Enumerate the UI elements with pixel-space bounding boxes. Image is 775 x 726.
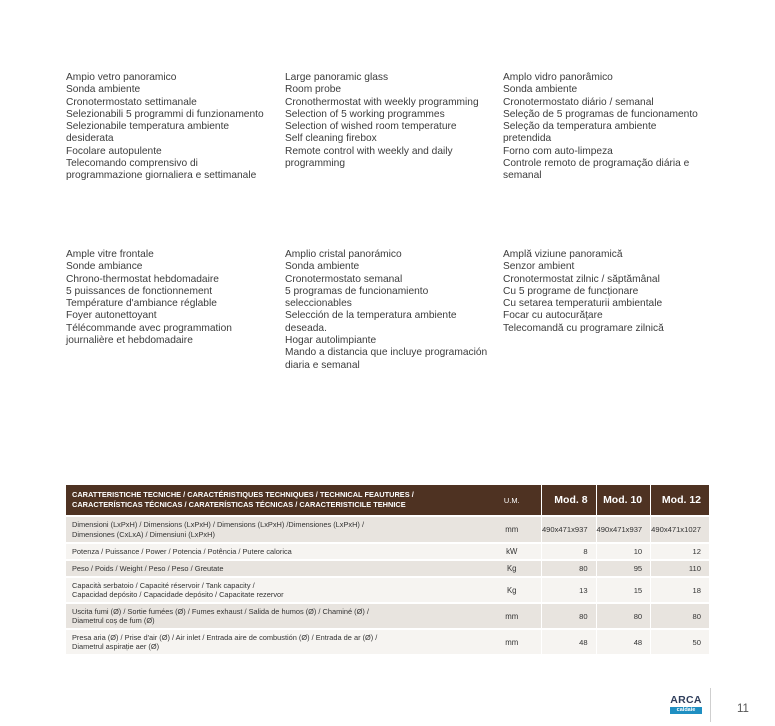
feature-line: deseada. bbox=[285, 322, 327, 334]
row-value-mod-8: 8 bbox=[541, 542, 596, 559]
feature-line: Amplă viziune panoramică bbox=[503, 249, 623, 260]
features-pt bbox=[503, 72, 708, 183]
logo-text: ARCA bbox=[670, 694, 702, 706]
feature-line: Remote control with weekly and daily bbox=[285, 145, 453, 157]
row-um: kW bbox=[483, 542, 541, 559]
row-value-mod-10: 10 bbox=[596, 542, 651, 559]
feature-line: Seleção de 5 programas de funcionamento bbox=[503, 108, 698, 120]
row-label bbox=[66, 515, 483, 542]
features-fr bbox=[66, 249, 271, 347]
specs-header-line: CARATTERISTICHE TECNICHE / CARACTÉRISTIQUES TECHNIQUES / TECHNICAL FEAUTURES / bbox=[72, 490, 414, 499]
row-value-mod-8: 80 bbox=[541, 602, 596, 628]
row-label bbox=[66, 602, 483, 628]
row-value-mod-8: 48 bbox=[541, 628, 596, 654]
row-value-mod-10: 15 bbox=[596, 576, 651, 602]
feature-line: Forno com auto-limpeza bbox=[503, 145, 613, 157]
feature-line: Cronotermostato semanal bbox=[285, 273, 403, 285]
features-it bbox=[66, 72, 271, 183]
row-label-line: Diametrul aspirație aer (Ø) bbox=[72, 642, 160, 651]
row-um: mm bbox=[483, 515, 541, 542]
feature-line: Sonda ambiente bbox=[66, 84, 141, 96]
row-um: mm bbox=[483, 602, 541, 628]
feature-line: programmazione giornaliera e settimanale bbox=[66, 170, 257, 182]
specs-header-mod-12: Mod. 12 bbox=[650, 485, 709, 515]
feature-line: Ampio vetro panoramico bbox=[66, 72, 177, 83]
specs-header-mod-10: Mod. 10 bbox=[596, 485, 651, 515]
row-um: mm bbox=[483, 628, 541, 654]
feature-line: desiderata bbox=[66, 133, 114, 145]
row-label bbox=[66, 542, 483, 559]
table-row bbox=[66, 515, 709, 542]
row-label-line: Presa aria (Ø) / Prise d'air (Ø) / Air inlet / Entrada aire de combustión (Ø) / Entrada de ar (Ø) / bbox=[72, 632, 378, 642]
feature-line: 5 puissances de fonctionnement bbox=[66, 285, 213, 297]
row-um: Kg bbox=[483, 576, 541, 602]
row-value-mod-12: 18 bbox=[650, 576, 709, 602]
feature-line: diaria e semanal bbox=[285, 359, 360, 371]
feature-line: programming bbox=[285, 158, 346, 170]
logo-subtext: caldaie bbox=[670, 707, 702, 714]
feature-line: Cu 5 programe de funcționare bbox=[503, 285, 639, 297]
row-value-mod-12: 490x471x1027 bbox=[650, 515, 709, 542]
feature-line: Selezionabili 5 programmi di funzionamento bbox=[66, 108, 264, 120]
feature-line: Selezionabile temperatura ambiente bbox=[66, 121, 230, 133]
row-label-line: Diametrul coș de fum (Ø) bbox=[72, 616, 155, 625]
row-value-mod-12: 12 bbox=[650, 542, 709, 559]
footer-divider bbox=[710, 688, 711, 722]
feature-line: Ample vitre frontale bbox=[66, 249, 154, 260]
feature-line: Selection of 5 working programmes bbox=[285, 108, 445, 120]
feature-line: Cronothermostat with weekly programming bbox=[285, 96, 479, 108]
specs-header-line: CARACTERÍSTICAS TÉCNICAS / CARATERÍSTICAS TÉCNICAS / CARACTERISTICILE TEHNICE bbox=[72, 500, 406, 509]
feature-line: journalière et hebdomadaire bbox=[66, 335, 193, 347]
table-row bbox=[66, 559, 709, 576]
row-value-mod-12: 80 bbox=[650, 602, 709, 628]
row-value-mod-10: 48 bbox=[596, 628, 651, 654]
row-label bbox=[66, 559, 483, 576]
specs-header-row bbox=[66, 485, 709, 515]
table-row bbox=[66, 542, 709, 559]
row-value-mod-12: 110 bbox=[650, 559, 709, 576]
row-value-mod-8: 80 bbox=[541, 559, 596, 576]
feature-line: Température d'ambiance réglable bbox=[66, 298, 217, 310]
row-value-mod-8: 490x471x937 bbox=[541, 515, 596, 542]
feature-line: Telecomandă cu programare zilnică bbox=[503, 322, 664, 334]
feature-line: Amplio cristal panorámico bbox=[285, 249, 402, 260]
feature-line: Focar cu autocurățare bbox=[503, 310, 603, 322]
page-number: 11 bbox=[737, 703, 749, 715]
table-row bbox=[66, 602, 709, 628]
feature-line: Selección de la temperatura ambiente bbox=[285, 310, 457, 322]
row-label-line: Capacità serbatoio / Capacité réservoir / Tank capacity / bbox=[72, 580, 255, 590]
feature-line: semanal bbox=[503, 170, 542, 182]
feature-line: pretendida bbox=[503, 133, 552, 145]
row-value-mod-10: 80 bbox=[596, 602, 651, 628]
row-value-mod-10: 95 bbox=[596, 559, 651, 576]
feature-line: seleccionables bbox=[285, 298, 352, 310]
feature-line: Sonda ambiente bbox=[503, 84, 578, 96]
row-label-line: Uscita fumi (Ø) / Sortie fumées (Ø) / Fumes exhaust / Salida de humos (Ø) / Chaminé (Ø) / bbox=[72, 606, 369, 616]
row-value-mod-10: 490x471x937 bbox=[596, 515, 651, 542]
specs-header-um: U.M. bbox=[483, 485, 541, 515]
row-label-line: Dimensiones (CxLxA) / Dimensiuni (LxPxH) bbox=[72, 529, 215, 539]
table-row bbox=[66, 628, 709, 654]
feature-line: Télécommande avec programmation bbox=[66, 322, 232, 334]
feature-line: Cronotermostato diário / semanal bbox=[503, 96, 654, 108]
table-row bbox=[66, 576, 709, 602]
feature-line: Cronotermostato settimanale bbox=[66, 96, 197, 108]
feature-line: Telecomando comprensivo di bbox=[66, 158, 198, 170]
features-ro bbox=[503, 249, 708, 335]
row-value-mod-12: 50 bbox=[650, 628, 709, 654]
specs-header-label bbox=[66, 485, 483, 515]
specs-table bbox=[66, 485, 709, 654]
feature-line: Self cleaning firebox bbox=[285, 133, 377, 145]
feature-line: Room probe bbox=[285, 84, 342, 96]
feature-line: Cu setarea temperaturii ambientale bbox=[503, 298, 663, 310]
feature-line: Sonde ambiance bbox=[66, 261, 143, 273]
row-label-line: Peso / Poids / Weight / Peso / Peso / Greutate bbox=[72, 563, 224, 573]
arca-logo bbox=[668, 695, 704, 715]
row-value-mod-8: 13 bbox=[541, 576, 596, 602]
features-es bbox=[285, 249, 490, 372]
feature-line: Controle remoto de programação diária e bbox=[503, 158, 690, 170]
feature-line: Amplo vidro panorâmico bbox=[503, 72, 613, 83]
row-label-line: Capacidad depósito / Capacidade depósito / Capacitate rezervor bbox=[72, 590, 284, 599]
features-en bbox=[285, 72, 490, 170]
feature-line: Mando a distancia que incluye programación bbox=[285, 347, 488, 359]
feature-line: Cronotermostat zilnic / săptămânal bbox=[503, 273, 660, 285]
row-label-line: Potenza / Puissance / Power / Potencia / Potência / Putere calorica bbox=[72, 546, 292, 556]
row-um: Kg bbox=[483, 559, 541, 576]
feature-line: Hogar autolimpiante bbox=[285, 335, 377, 347]
row-label bbox=[66, 628, 483, 654]
feature-line: Selection of wished room temperature bbox=[285, 121, 457, 133]
feature-line: Senzor ambient bbox=[503, 261, 575, 273]
row-label-line: Dimensioni (LxPxH) / Dimensions (LxPxH) / Dimensions (LxPxH) /Dimensiones (LxPxH) / bbox=[72, 520, 365, 529]
feature-line: Large panoramic glass bbox=[285, 72, 389, 83]
feature-line: Sonda ambiente bbox=[285, 261, 360, 273]
feature-line: Focolare autopulente bbox=[66, 145, 162, 157]
row-label bbox=[66, 576, 483, 602]
feature-line: Foyer autonettoyant bbox=[66, 310, 157, 322]
specs-header-mod-8: Mod. 8 bbox=[541, 485, 596, 515]
feature-line: Seleção da temperatura ambiente bbox=[503, 121, 657, 133]
feature-line: Chrono-thermostat hebdomadaire bbox=[66, 273, 219, 285]
feature-line: 5 programas de funcionamiento bbox=[285, 285, 429, 297]
